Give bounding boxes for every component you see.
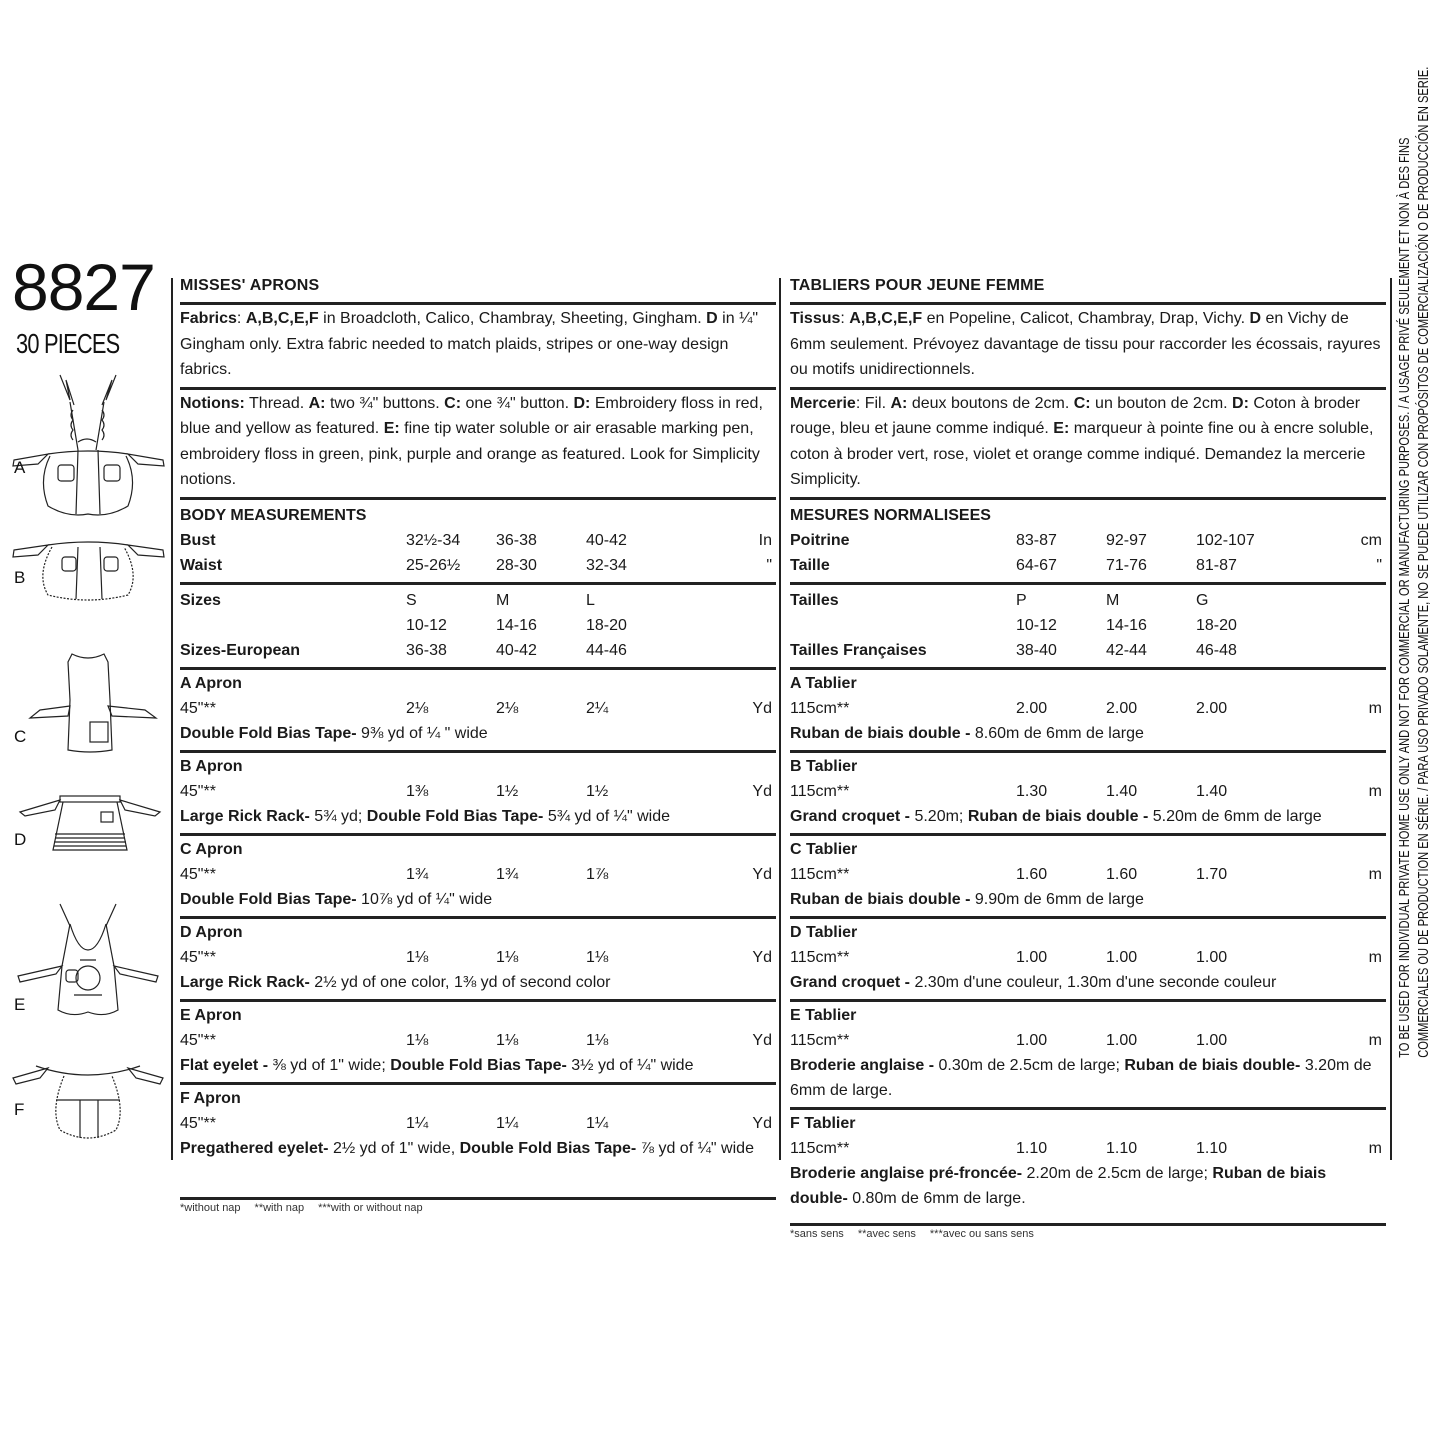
measurement-row-taille	[790, 553, 1386, 578]
fabrics-text-2: en Vichy de 6mm seulement. Prévoyez davantage de tissu pour raccorder les écossais, rayures ou motifs unidirectionnels.	[790, 310, 1381, 378]
view-notions	[790, 804, 1386, 829]
view-letter-d: D	[14, 830, 27, 849]
body-measurements-title: MESURES NORMALISEES	[790, 506, 991, 524]
cell: 1½	[496, 782, 519, 800]
cell: G	[1196, 591, 1209, 609]
sizes-numbers-row	[790, 613, 1386, 638]
notion-amount: 0.80m de 6mm de large.	[847, 1189, 1026, 1207]
french-column	[790, 270, 1386, 1240]
notion-amount: 0.30m de 2.5cm de large;	[934, 1056, 1125, 1074]
notion-name: Broderie anglaise pré-froncée-	[790, 1164, 1023, 1182]
notion-name: Grand croquet -	[790, 807, 911, 825]
fabric-width: 45"**	[180, 782, 216, 800]
cell: 1.10	[1016, 1139, 1048, 1157]
cell: 92-97	[1106, 531, 1147, 549]
cell: 1.10	[1106, 1139, 1138, 1157]
cell: 1⅛	[406, 1031, 429, 1049]
notion-amount: 2½ yd of one color, 1⅜ yd of second color	[309, 973, 611, 991]
view-yardage-a	[180, 667, 776, 750]
body-measurements	[180, 500, 776, 582]
unit: "	[1376, 556, 1382, 574]
fabrics-section: Tissus: A,B,C,E,F en Popeline, Calicot, Chambray, Drap, Vichy. D en Vichy de 6mm seulement. Prévoyez davantage de tissu pour raccorder les écossais, rayures ou motifs unidirectionnels.	[790, 310, 1381, 378]
fabric-width: 115cm**	[790, 948, 850, 966]
cell: 14-16	[1106, 616, 1147, 634]
cell: 36-38	[406, 641, 447, 659]
cell: 2⅛	[496, 699, 519, 717]
cell: 10-12	[406, 616, 447, 634]
view-title: B Tablier	[790, 757, 858, 775]
unit: m	[1368, 1139, 1382, 1157]
cell: 1¼	[586, 1114, 609, 1132]
yardage-row	[180, 945, 776, 970]
row-label: Sizes-European	[180, 641, 301, 659]
fabrics-text: in Broadcloth, Calico, Chambray, Sheeting, Gingham.	[318, 310, 707, 327]
cell: 40-42	[496, 641, 537, 659]
view-title: F Tablier	[790, 1114, 856, 1132]
cell: M	[496, 591, 510, 609]
notion-amount: 9.90m de 6mm de large	[970, 890, 1144, 908]
unit: Yd	[752, 1114, 772, 1132]
notions-text: un bouton de 2cm.	[1090, 394, 1233, 412]
apron-c-icon	[20, 650, 165, 760]
cell: 83-87	[1016, 531, 1057, 549]
view-letter-f: F	[14, 1100, 25, 1119]
cell: 1.00	[1016, 1031, 1048, 1049]
cell: 1¼	[406, 1114, 429, 1132]
cell: M	[1106, 591, 1120, 609]
footnotes	[790, 1228, 1386, 1240]
view-block	[180, 1002, 776, 1082]
notion-name: Large Rick Rack-	[180, 973, 310, 991]
view-yardage-b	[790, 750, 1386, 833]
notion-name: Double Fold Bias Tape-	[180, 890, 357, 908]
view-notions	[790, 970, 1386, 995]
view-letter-e: E	[14, 995, 26, 1014]
view-letter-c: C	[14, 727, 27, 746]
notions-section	[790, 390, 1386, 497]
notion-amount: 2.30m d'une couleur, 1.30m d'une seconde couleur	[910, 973, 1277, 991]
notions-text: one ¾" button.	[461, 394, 574, 412]
cell: P	[1016, 591, 1027, 609]
view-title: D Tablier	[790, 923, 858, 941]
fabric-width: 45"**	[180, 1114, 216, 1132]
cell: 2⅛	[406, 699, 429, 717]
cell: 32-34	[586, 556, 627, 574]
fabrics-view-d: D	[706, 310, 718, 327]
view-yardage-d	[180, 916, 776, 999]
view-title: B Apron	[180, 757, 243, 775]
notion-amount: 5¾ yd of ¼" wide	[543, 807, 671, 825]
view-notions	[180, 970, 776, 995]
cell: 1½	[586, 782, 609, 800]
fabric-width: 115cm**	[790, 1139, 850, 1157]
english-column	[180, 270, 776, 1214]
view-yardage-e	[180, 999, 776, 1082]
footnote: ***with or without nap	[318, 1201, 423, 1214]
fabrics-text-2: in ¼" Gingham only. Extra fabric needed to match plaids, stripes or one-way design fabrics.	[180, 310, 759, 378]
notion-amount: 5¾ yd;	[309, 807, 367, 825]
unit: Yd	[752, 948, 772, 966]
unit: m	[1368, 865, 1382, 883]
yardage-row	[790, 862, 1386, 887]
fabric-width: 115cm**	[790, 865, 850, 883]
cell: 1¾	[496, 865, 519, 883]
notion-amount: ⅞ yd of ¼" wide	[636, 1139, 754, 1157]
notion-amount: 5.20m de 6mm de large	[1148, 807, 1322, 825]
cell: 71-76	[1106, 556, 1147, 574]
cell: 1.00	[1016, 948, 1048, 966]
cell: 2.00	[1106, 699, 1138, 717]
notions-section	[180, 390, 776, 497]
cell: 1⅛	[586, 948, 609, 966]
yardage-row	[180, 1028, 776, 1053]
unit: Yd	[752, 1031, 772, 1049]
fabrics-text: en Popeline, Calicot, Chambray, Drap, Vichy.	[922, 310, 1250, 327]
row-label: Tailles Françaises	[790, 641, 927, 659]
view-title: A Apron	[180, 674, 242, 692]
fabrics-views: A,B,C,E,F	[245, 310, 319, 327]
measurement-row-waist	[180, 553, 776, 578]
cell: L	[586, 591, 595, 609]
notion-name: Ruban de biais double-	[790, 1164, 1327, 1207]
view-yardage-e	[790, 999, 1386, 1107]
yardage-row	[180, 696, 776, 721]
view-notions	[790, 1161, 1386, 1211]
cell: 1⅞	[586, 865, 609, 883]
divider	[790, 1223, 1386, 1226]
view-letter-a: A	[14, 458, 26, 477]
cell: 64-67	[1016, 556, 1057, 574]
cell: 1.40	[1196, 782, 1228, 800]
cell: 32½-34	[406, 531, 461, 549]
notion-name: Flat eyelet -	[180, 1056, 269, 1074]
disclaimer-line: TO BE USED FOR INDIVIDUAL PRIVATE HOME USE ONLY AND NOT FOR COMMERCIAL OR MANUFACTURING PURPOSES. / A USAGE PRIVÉ SEULEMENT ET NON À DES FINS	[1396, 137, 1413, 1058]
notion-name: Grand croquet -	[790, 973, 911, 991]
view-yardage-a	[790, 667, 1386, 750]
cell: 18-20	[1196, 616, 1237, 634]
fabric-width: 115cm**	[790, 1031, 850, 1049]
english-title: MISSES' APRONS	[180, 277, 320, 294]
apron-d-icon	[15, 790, 165, 855]
notion-amount: 10⅞ yd of ¼" wide	[356, 890, 493, 908]
view-notions	[180, 1053, 776, 1078]
sizes-row	[790, 588, 1386, 613]
footnotes	[180, 1202, 776, 1214]
yardage-row	[180, 1111, 776, 1136]
notions-text: Coton à broder rouge, bleu et jaune comme indiqué.	[790, 394, 1361, 437]
body-measurements-title: BODY MEASUREMENTS	[180, 506, 367, 524]
unit: m	[1368, 782, 1382, 800]
view-yardage-f	[180, 1082, 776, 1165]
notion-amount: 2½ yd of 1" wide,	[328, 1139, 460, 1157]
sizes-section	[180, 585, 776, 667]
cell: S	[406, 591, 417, 609]
view-block	[790, 753, 1386, 833]
view-notions	[180, 804, 776, 829]
cell: 18-20	[586, 616, 627, 634]
cell: 102-107	[1196, 531, 1255, 549]
fabrics-section: Fabrics: A,B,C,E,F in Broadcloth, Calico, Chambray, Sheeting, Gingham. D in ¼" Gingham only. Extra fabric needed to match plaids, stripes or one-way design fabrics.	[180, 310, 759, 378]
fabrics-label: Fabrics	[180, 310, 237, 327]
sizes-european-row	[180, 638, 776, 663]
pattern-number: 8827	[12, 250, 155, 324]
view-title: C Tablier	[790, 840, 858, 858]
notions-d: D:	[573, 394, 591, 412]
cell: 25-26½	[406, 556, 461, 574]
notions-c: C:	[444, 394, 462, 412]
cell: 1⅛	[586, 1031, 609, 1049]
fabric-width: 115cm**	[790, 699, 850, 717]
disclaimer-line: COMMERCIALES OU DE PRODUCTION EN SÉRIE. / PARA USO PRIVADO SOLAMENTE, NO SE PUEDE UTILIZAR CON PROPÓSITOS DE COMERCIALIZACIÓN O DE PRODUCCIÓN EN SERIE.	[1415, 66, 1432, 1058]
fabric-width: 115cm**	[790, 782, 850, 800]
view-notions	[180, 1136, 776, 1161]
view-title: F Apron	[180, 1089, 241, 1107]
view-yardage-c	[180, 833, 776, 916]
cell: 28-30	[496, 556, 537, 574]
fabric-width: 45"**	[180, 948, 216, 966]
cell: 1⅜	[406, 782, 429, 800]
cell: 1.60	[1106, 865, 1138, 883]
cell: 1.60	[1016, 865, 1048, 883]
notion-amount: ⅜ yd of 1" wide;	[268, 1056, 391, 1074]
view-title: D Apron	[180, 923, 243, 941]
notion-name: Double Fold Bias Tape-	[390, 1056, 567, 1074]
notions-e: E:	[383, 420, 400, 437]
cell: 14-16	[496, 616, 537, 634]
view-notions	[180, 721, 776, 746]
notion-name: Ruban de biais double -	[790, 890, 971, 908]
notion-amount: 9⅜ yd of ¼ " wide	[356, 724, 488, 742]
view-notions	[790, 887, 1386, 912]
piece-count: 30 PIECES	[16, 328, 120, 359]
left-column-rule	[171, 278, 173, 1160]
notion-name: Ruban de biais double-	[1124, 1056, 1301, 1074]
unit: cm	[1360, 531, 1382, 549]
cell: 40-42	[586, 531, 627, 549]
view-block	[790, 836, 1386, 916]
view-block	[790, 919, 1386, 999]
cell: 1⅛	[496, 948, 519, 966]
view-notions	[180, 887, 776, 912]
notions-text: fine tip water soluble or air erasable marking pen, embroidery floss in green, pink, purple and orange as featured. Look for Simplicity notions.	[180, 420, 760, 488]
cell: 1¼	[496, 1114, 519, 1132]
notions-text: marqueur à pointe fine ou à encre soluble, coton à broder vert, rose, violet et orange comme indiqué. Demandez la mercerie Simplicity.	[790, 420, 1374, 488]
notion-amount: 5.20m;	[910, 807, 968, 825]
unit: Yd	[752, 865, 772, 883]
body-measurements	[790, 500, 1386, 582]
view-title: E Apron	[180, 1006, 242, 1024]
yardage-row	[790, 1028, 1386, 1053]
notions-label: Mercerie	[790, 394, 856, 412]
apron-e-icon	[8, 900, 168, 1020]
row-label: Taille	[790, 556, 830, 574]
view-block	[180, 836, 776, 916]
apron-a-icon	[8, 370, 168, 520]
row-label: Bust	[180, 531, 216, 549]
view-yardage-list	[180, 667, 776, 1165]
apron-f-icon	[8, 1060, 168, 1145]
footnote: *without nap	[180, 1201, 241, 1214]
notions-a: A:	[308, 394, 326, 412]
notions-text: two ¾" buttons.	[325, 394, 445, 412]
notion-name: Ruban de biais double -	[967, 807, 1149, 825]
notions-text: deux boutons de 2cm.	[907, 394, 1074, 412]
right-column-rule	[1390, 278, 1392, 1160]
cell: 36-38	[496, 531, 537, 549]
yardage-row	[790, 1136, 1386, 1161]
cell: 2.00	[1196, 699, 1228, 717]
fabric-width: 45"**	[180, 865, 216, 883]
notion-name: Double Fold Bias Tape-	[366, 807, 544, 825]
view-title: E Tablier	[790, 1006, 857, 1024]
cell: 1⅛	[496, 1031, 519, 1049]
notions-d: D:	[1232, 394, 1249, 412]
row-label: Sizes	[180, 591, 221, 609]
view-yardage-list	[790, 667, 1386, 1215]
footnote: **with nap	[254, 1201, 305, 1214]
view-letter-b: B	[14, 568, 26, 587]
cell: 38-40	[1016, 641, 1057, 659]
notion-name: Double Fold Bias Tape-	[459, 1139, 637, 1157]
view-yardage-f	[790, 1107, 1386, 1215]
cell: 1.00	[1196, 1031, 1228, 1049]
view-block	[790, 1110, 1386, 1215]
view-yardage-d	[790, 916, 1386, 999]
fabrics-view-d: D	[1249, 310, 1262, 327]
fabrics-views: A,B,C,E,F	[849, 310, 923, 327]
notion-name: Large Rick Rack-	[180, 807, 310, 825]
view-yardage-b	[180, 750, 776, 833]
row-label: Poitrine	[790, 531, 850, 549]
view-title: A Tablier	[790, 674, 857, 692]
notion-name: Broderie anglaise -	[790, 1056, 935, 1074]
fabrics-label: Tissus	[790, 310, 841, 327]
view-block	[180, 753, 776, 833]
yardage-row	[790, 696, 1386, 721]
view-block	[790, 1002, 1386, 1107]
sizes-numbers-row	[180, 613, 776, 638]
view-notions	[790, 1053, 1386, 1103]
cell: 46-48	[1196, 641, 1237, 659]
unit: Yd	[752, 782, 772, 800]
cell: 44-46	[586, 641, 627, 659]
notions-label: Notions:	[180, 394, 245, 412]
sizes-section	[790, 585, 1386, 667]
apron-b-icon	[8, 535, 168, 605]
cell: 1.00	[1196, 948, 1228, 966]
notion-name: Pregathered eyelet-	[180, 1139, 329, 1157]
measurement-row-bust	[180, 528, 776, 553]
view-notions	[790, 721, 1386, 746]
view-block	[180, 919, 776, 999]
cell: 1.10	[1196, 1139, 1228, 1157]
french-title: TABLIERS POUR JEUNE FEMME	[790, 277, 1045, 294]
measurement-row-poitrine	[790, 528, 1386, 553]
view-title: C Apron	[180, 840, 243, 858]
yardage-row	[790, 779, 1386, 804]
cell: 1.30	[1016, 782, 1048, 800]
cell: 1⅛	[406, 948, 429, 966]
cell: 1.40	[1106, 782, 1138, 800]
view-block	[790, 670, 1386, 750]
unit: m	[1368, 1031, 1382, 1049]
notion-amount: 3.20m de 6mm de large.	[790, 1056, 1372, 1099]
sizes-european-row	[790, 638, 1386, 663]
notion-amount: 8.60m de 6mm de large	[970, 724, 1144, 742]
yardage-row	[180, 862, 776, 887]
fabric-width: 45"**	[180, 699, 216, 717]
cell: 10-12	[1016, 616, 1057, 634]
unit: m	[1368, 699, 1382, 717]
footnote: **avec sens	[857, 1227, 916, 1240]
fabric-width: 45"**	[180, 1031, 216, 1049]
cell: 1¾	[406, 865, 429, 883]
notions-text: Embroidery floss in red, blue and yellow as featured.	[180, 394, 763, 437]
notions-a: A:	[890, 394, 908, 412]
yardage-row	[180, 779, 776, 804]
notions-c: C:	[1073, 394, 1091, 412]
cell: 42-44	[1106, 641, 1147, 659]
unit: "	[766, 556, 772, 574]
row-label: Waist	[180, 556, 223, 574]
notions-e: E:	[1053, 420, 1070, 437]
unit: In	[758, 531, 772, 549]
footnote: ***avec ou sans sens	[929, 1227, 1034, 1240]
notion-amount: 3½ yd of ¼" wide	[566, 1056, 694, 1074]
cell: 2¼	[586, 699, 609, 717]
cell: 81-87	[1196, 556, 1237, 574]
notion-name: Ruban de biais double -	[790, 724, 971, 742]
unit: Yd	[752, 699, 772, 717]
divider	[180, 1197, 776, 1200]
notion-name: Double Fold Bias Tape-	[180, 724, 357, 742]
notions-text: : Fil.	[855, 394, 891, 412]
cell: 1.70	[1196, 865, 1228, 883]
cell: 2.00	[1016, 699, 1048, 717]
footnote: *sans sens	[790, 1227, 844, 1240]
notion-amount: 2.20m de 2.5cm de large;	[1022, 1164, 1213, 1182]
view-block	[180, 670, 776, 750]
view-yardage-c	[790, 833, 1386, 916]
unit: m	[1368, 948, 1382, 966]
cell: 1.00	[1106, 948, 1138, 966]
yardage-row	[790, 945, 1386, 970]
usage-disclaimer	[1395, 66, 1433, 1180]
row-label: Tailles	[790, 591, 839, 609]
sizes-row	[180, 588, 776, 613]
cell: 1.00	[1106, 1031, 1138, 1049]
notions-text: Thread.	[244, 394, 309, 412]
view-block	[180, 1085, 776, 1165]
center-column-rule	[779, 278, 781, 1160]
